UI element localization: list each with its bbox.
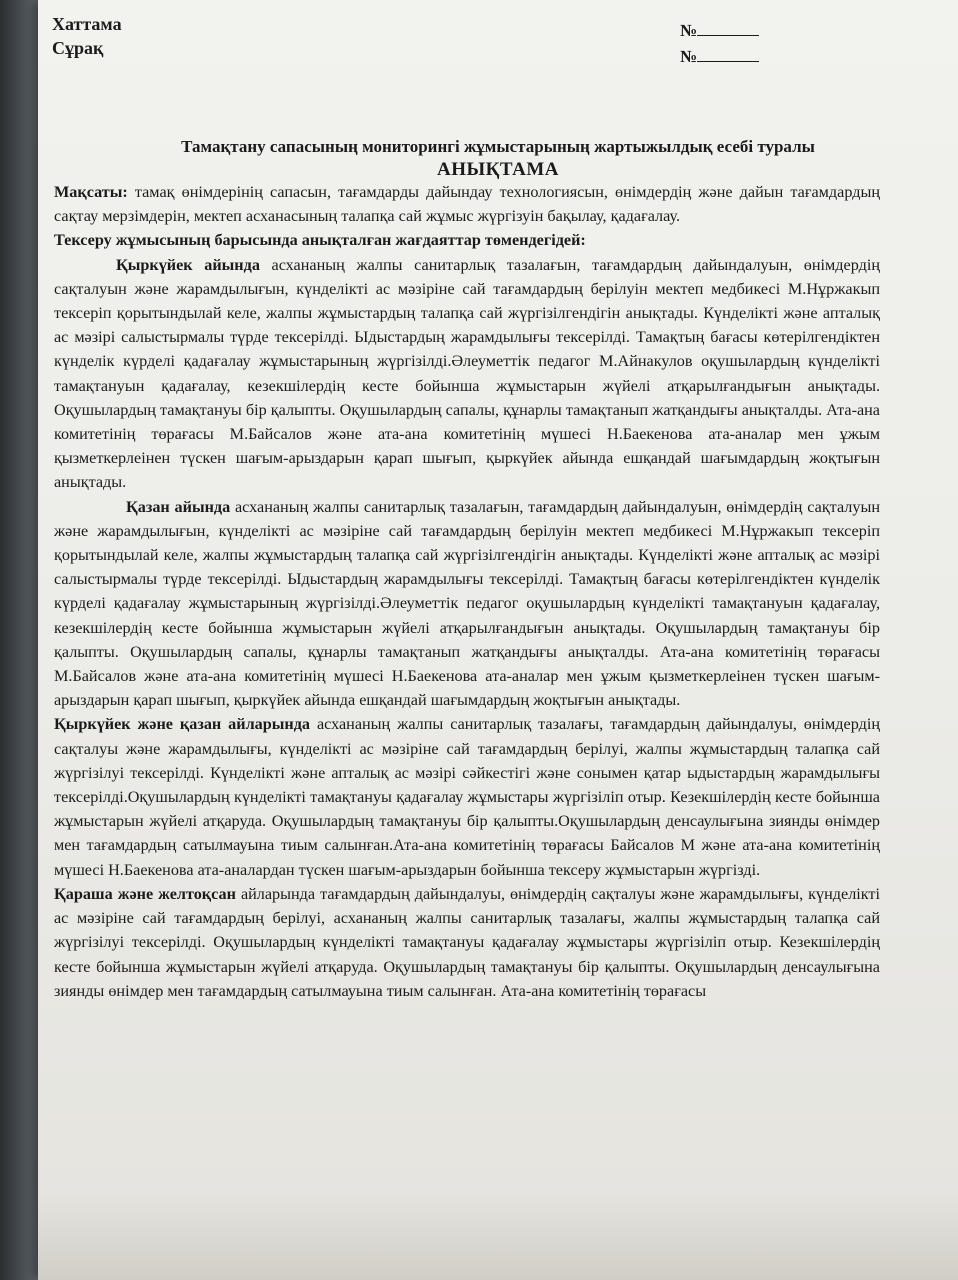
protocol-number-line xyxy=(680,18,759,44)
section-september xyxy=(54,253,880,495)
number-blank xyxy=(697,21,759,36)
purpose-text: тамақ өнімдерінің сапасын, тағамдарды дайындау технологиясын, өнімдердің және дайын тағамдардың сақтау мерзімдерін, мектеп асханасының талапқа сай жұмыс жүргізуін бақылау, қадағалау. xyxy=(54,183,880,226)
question-number-line xyxy=(680,44,759,70)
purpose-label: Мақсаты: xyxy=(54,183,128,201)
section-text: асхананың жалпы санитарлық тазалағын, тағамдардың дайындалуын, өнімдердің сақталуын және жарамдылығын, күнделікті ас мәзіріне сай тағамдардың берілуін мектеп медбикесі М.Нұржакып тексеріп қорытындылай келе, жалпы жұмыстардың талапқа сай жүргізілгендігін анықтады. Күнделікті және апталық ас мәзірі салыстырмалы түрде тексерілді. Ыдыстардың жарамдылығы тексерілді. Тамақтың бағасы көтерілгендіктен күнделік күрделі қадағалау жұмыстарының жүргізілді.Әлеуметтік педагог оқушылардың күнделікті тамақтануын қадағалау, кезекшілердің кесте бойынша жұмыстарын жүйелі атқарылғандығын анықтады. Оқушылардың тамақтануы бір қалыпты. Оқушылардың сапалы, құнарлы тамақтанып жатқандығы анықталды. Ата-ана комитетінің төрағасы М.Байсалов және ата-ана комитетінің мүшесі Н.Баекенова ата-аналар мен ұжым қызметкерлеінен түскен шағым-арыздарын қарап шығып, қыркүйек айында ешқандай шағымдардың жоқтығын анықтады. xyxy=(54,497,880,710)
section-text: асхананың жалпы санитарлық тазалағы, тағамдардың дайындалуы, өнімдердің сақталуы және жарамдылығы, күнделікті ас мәзіріне сай тағамдардың берілуі, жалпы жұмыстардың талапқа сай жүргізілуі тексерілді. Күнделікті және апталық ас мәзірі сәйкестігі және сонымен қатар ыдыстардың жарамдылығы тексерілді.Оқушылардың күнделікті тамақтануы қадағалау жұмыстары жүргізіліп отыр. Кезекшілердің кесте бойынша жұмыстарын жүйелі атқаруда. Оқушылардың тамақтануы бір қалыпты.Оқушылардың денсаулығына зиянды өнімдер мен тағамдардың сатылмауына тиым салынған.Ата-ана комитетінің төрағасы Байсалов М және ата-ана комитетінің мүшесі Н.Баекенова ата-аналардан түскен шағым-арыздарын бойынша тексеру жұмыстарын жүргізді. xyxy=(54,715,880,879)
number-blank xyxy=(697,47,759,62)
document-body xyxy=(54,180,880,1003)
section-label: Қыркүйек айында xyxy=(116,255,260,274)
protocol-label: Хаттама xyxy=(52,14,122,34)
purpose-paragraph xyxy=(54,180,880,228)
document-page xyxy=(38,0,958,1280)
photo-shading xyxy=(38,1190,958,1280)
section-november-december xyxy=(54,882,880,1003)
number-sign: № xyxy=(680,21,698,40)
section-label: Қыркүйек және қазан айларында xyxy=(54,715,311,734)
binder-edge xyxy=(0,0,42,1280)
section-label: Қараша және желтоқсан xyxy=(54,884,236,903)
header-right xyxy=(680,18,759,70)
number-sign: № xyxy=(680,47,698,66)
section-september-october xyxy=(54,712,880,881)
section-label: Қазан айында xyxy=(126,497,231,516)
findings-heading: Тексеру жұмысының барысында анықталған жағдаяттар төмендегідей: xyxy=(54,231,586,250)
document-title: Тамақтану сапасының мониторингі жұмыстарының жартыжылдық есебі туралы xyxy=(181,137,815,156)
document-type: АНЫҚТАМА xyxy=(436,159,560,180)
section-october xyxy=(54,495,880,713)
header-left xyxy=(52,12,122,60)
section-text: асхананың жалпы санитарлық тазалағын, тағамдардың дайындалуын, өнімдердің сақталуын және жарамдылығын, күнделікті ас мәзіріне сай тағамдардың берілуін мектеп медбикесі М.Нұржакып тексеріп қорытындылай келе, жалпы жұмыстардың талапқа сай жүргізілгендігін анықтады. Күнделікті және апталық ас мәзірі салыстырмалы түрде тексерілді. Ыдыстардың жарамдылығы тексерілді. Тамақтың бағасы көтерілгендіктен күнделік күрделі қадағалау жұмыстарының жүргізілді.Әлеуметтік педагог М.Айнакулов оқушылардың күнделікті тамақтануын қадағалау, кезекшілердің кесте бойынша жұмыстарын жүйелі атқарылғандығын анықтады. Оқушылардың тамақтануы бір қалыпты. Оқушылардың сапалы, құнарлы тамақтанып жатқандығы анықталды. Ата-ана комитетінің төрағасы М.Байсалов және ата-ана комитетінің мүшесі Н.Баекенова ата-аналар мен ұжым қызметкерлеінен түскен шағым-арыздарын қарап шығып, қыркүйек айында ешқандай шағымдардың жоқтығын анықтады. xyxy=(54,255,880,492)
question-label: Сұрақ xyxy=(52,38,104,58)
section-text: айларында тағамдардың дайындалуы, өнімдердің сақталуы және жарамдылығы, күнделікті ас мәзіріне сай тағамдардың берілуі, асхананың жалпы санитарлық тазалағы, жалпы жұмыстардың талапқа сай жүргізілуі тексерілді. Оқушылардың күнделікті тамақтануы қадағалау жұмыстары жүргізіліп отыр. Кезекшілердің кесте бойынша жұмыстарын жүйелі атқаруда. Оқушылардың тамақтануы бір қалыпты. Оқушылардың денсаулығына зиянды өнімдер мен тағамдардың сатылмауына тиым салынған. Ата-ана комитетінің төрағасы xyxy=(54,884,880,1000)
